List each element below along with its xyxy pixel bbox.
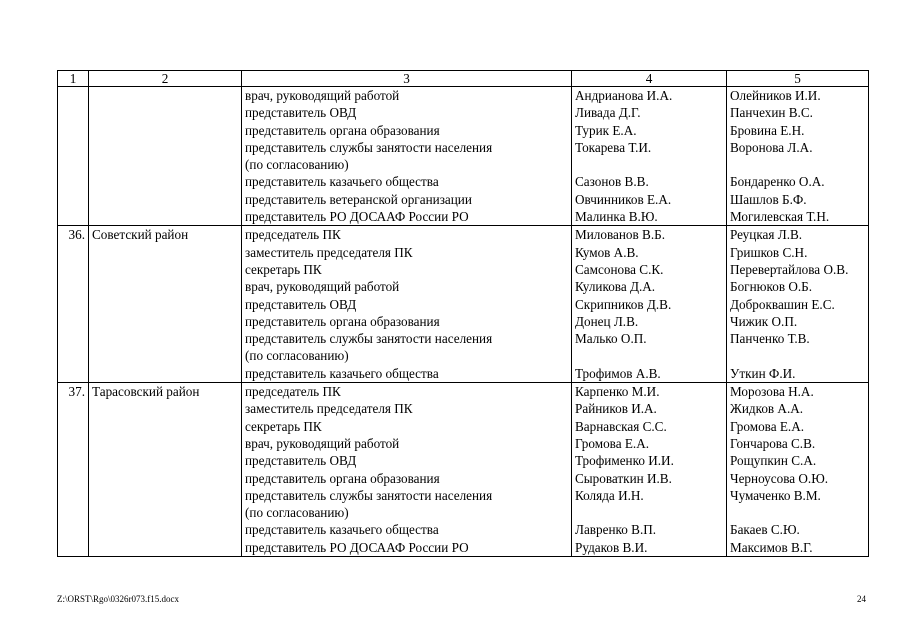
reserve-member-line: Панченко Т.В. [730,331,810,347]
reserve-member-cell [727,87,869,226]
main-member-line [575,156,723,173]
role-line: секретарь ПК [245,418,322,434]
role-line: врач, руководящий работой [245,279,400,295]
header-col-3: 3 [242,71,572,87]
role-line: (по согласованию) [245,505,349,521]
reserve-member-cell [727,383,869,557]
role-line: представитель службы занятости населения [245,331,493,347]
role-line: представитель казачьего общества [245,174,439,190]
reserve-member-line: Гончарова С.В. [730,435,816,451]
reserve-member-line: Черноусова О.Ю. [730,470,829,486]
role-line: (по согласованию) [245,157,349,173]
reserve-member-line: Перевертайлова О.В. [730,261,849,277]
header-col-5: 5 [727,71,869,87]
role-line: представитель ОВД [245,296,357,312]
table-row [58,87,869,226]
role-line: председатель ПК [245,384,341,400]
role-line: заместитель председателя ПК [245,401,413,417]
reserve-member-line [730,347,865,364]
role-line: заместитель председателя ПК [245,244,413,260]
role-line: секретарь ПК [245,261,322,277]
reserve-member-line: Жидков А.А. [730,401,804,417]
role-line: представитель казачьего общества [245,522,439,538]
role-line: представитель службы занятости населения [245,487,493,503]
reserve-member-line: Реуцкая Л.В. [730,227,803,243]
reserve-member-line: Бакаев С.Ю. [730,522,800,538]
reserve-member-line: Морозова Н.А. [730,384,814,400]
role-line: представитель ветеранской организации [245,191,472,207]
role-line: представитель ОВД [245,105,357,121]
main-member-line: Милованов В.Б. [575,227,666,243]
main-member-line: Райников И.А. [575,401,657,417]
main-member-line: Донец Л.В. [575,313,639,329]
main-member-line: Трофименко И.И. [575,453,674,469]
main-member-line: Громова Е.А. [575,435,650,451]
page-number: 24 [857,594,866,604]
row-number: 36. [58,226,89,383]
reserve-member-line: Бондаренко О.А. [730,174,825,190]
role-line: представитель органа образования [245,122,440,138]
reserve-member-line: Чумаченко В.М. [730,487,821,503]
main-member-line: Токарева Т.И. [575,139,652,155]
reserve-member-line: Воронова Л.А. [730,139,813,155]
main-member-cell [572,87,727,226]
main-member-line [575,504,723,521]
main-member-line: Карпенко М.И. [575,384,660,400]
main-member-line: Скрипников Д.В. [575,296,672,312]
footer-file-path: Z:\ORST\Rgo\0326r073.f15.docx [57,594,179,604]
row-number: 37. [58,383,89,557]
row-number [58,87,89,226]
header-row [58,71,869,87]
main-member-line: Кумов А.В. [575,244,639,260]
role-line: представитель ОВД [245,453,357,469]
main-member-line: Трофимов А.В. [575,365,661,381]
reserve-member-line [730,156,865,173]
district-name: Тарасовский район [89,383,242,557]
role-line: представитель РО ДОСААФ России РО [245,539,469,555]
reserve-member-line: Панчехин В.С. [730,105,813,121]
reserve-member-line: Уткин Ф.И. [730,365,796,381]
role-line: врач, руководящий работой [245,88,400,103]
reserve-member-line [730,504,865,521]
main-member-line: Коляда И.Н. [575,487,644,503]
main-member-cell [572,383,727,557]
table-row [58,383,869,557]
reserve-member-line: Богнюков О.Б. [730,279,813,295]
main-member-line [575,347,723,364]
district-name: Советский район [89,226,242,383]
role-line: представитель казачьего общества [245,365,439,381]
reserve-member-line: Бровина Е.Н. [730,122,805,138]
reserve-member-line: Рощупкин С.А. [730,453,817,469]
reserve-member-line: Шашлов Б.Ф. [730,191,807,207]
main-member-line: Лавренко В.П. [575,522,657,538]
reserve-member-line: Громова Е.А. [730,418,805,434]
role-line: представитель органа образования [245,313,440,329]
role-cell [242,226,572,383]
district-name [89,87,242,226]
main-member-line: Овчинников Е.А. [575,191,672,207]
reserve-member-line: Чижик О.П. [730,313,798,329]
main-member-line: Сазонов В.В. [575,174,649,190]
reserve-member-line: Гришков С.Н. [730,244,808,260]
reserve-member-line: Максимов В.Г. [730,539,813,555]
main-member-line: Рудаков В.И. [575,539,648,555]
header-col-1: 1 [58,71,89,87]
main-member-line: Малько О.П. [575,331,647,347]
main-member-line: Андрианова И.А. [575,88,673,103]
committee-table [57,70,869,557]
main-member-line: Малинка В.Ю. [575,209,658,225]
role-line: (по согласованию) [245,348,349,364]
reserve-member-cell [727,226,869,383]
reserve-member-line: Олейников И.И. [730,88,821,103]
role-cell [242,383,572,557]
reserve-member-line: Могилевская Т.Н. [730,209,830,225]
main-member-line: Ливада Д.Г. [575,105,641,121]
reserve-member-line: Доброквашин Е.С. [730,296,835,312]
main-member-line: Самсонова С.К. [575,261,664,277]
header-col-2: 2 [89,71,242,87]
role-cell [242,87,572,226]
main-member-line: Турик Е.А. [575,122,637,138]
role-line: представитель службы занятости населения [245,139,493,155]
role-line: врач, руководящий работой [245,435,400,451]
main-member-cell [572,226,727,383]
role-line: представитель органа образования [245,470,440,486]
main-member-line: Сыроваткин И.В. [575,470,672,486]
table-row [58,226,869,383]
main-member-line: Варнавская С.С. [575,418,667,434]
header-col-4: 4 [572,71,727,87]
role-line: председатель ПК [245,227,341,243]
main-member-line: Куликова Д.А. [575,279,656,295]
role-line: представитель РО ДОСААФ России РО [245,209,469,225]
